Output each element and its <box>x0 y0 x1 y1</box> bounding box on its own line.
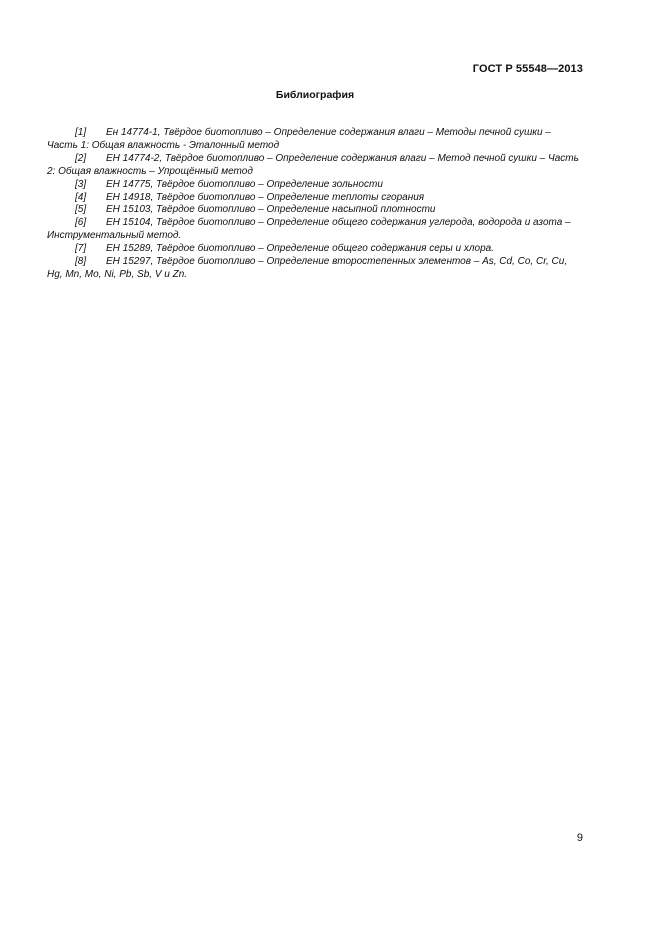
reference-text: ЕН 15289, Твёрдое биотопливо – Определение общего содержания серы и хлора. <box>106 243 494 255</box>
reference-text: ЕН 15104, Твёрдое биотопливо – Определение общего содержания углерода, водорода и азота – Инструментальный метод. <box>47 217 571 242</box>
bibliography-title: Библиография <box>275 89 355 101</box>
reference-text: ЕН 15103, Твёрдое биотопливо – Определение насыпной плотности <box>106 204 436 216</box>
reference-number: [4] <box>75 191 87 203</box>
bibliography-item <box>47 153 583 179</box>
bibliography-list <box>47 127 583 282</box>
reference-number: [1] <box>75 127 87 138</box>
bibliography-item <box>47 127 583 153</box>
reference-text: Ен 14774-1, Твёрдое биотопливо – Определение содержания влаги – Методы печной сушки – Часть 1: Общая влажность - Эталонный метод <box>47 127 551 151</box>
page-number: 9 <box>576 832 583 844</box>
bibliography-item <box>47 256 583 282</box>
reference-number: [3] <box>75 178 87 190</box>
bibliography-item <box>47 179 583 192</box>
reference-text: ЕН 14775, Твёрдое биотопливо – Определение зольности <box>106 178 383 190</box>
reference-text: ЕН 14918, Твёрдое биотопливо – Определение теплоты сгорания <box>106 191 425 203</box>
bibliography-item <box>47 243 583 256</box>
reference-number: [8] <box>75 256 87 268</box>
reference-text: ЕН 14774-2, Твёрдое биотопливо – Определение содержания влаги – Метод печной сушки – Часть 2: Общая влажность – Упрощённый метод <box>47 152 579 177</box>
reference-number: [2] <box>75 152 87 164</box>
reference-text: ЕН 15297, Твёрдое биотопливо – Определение второстепенных элементов – As, Cd, Co, Cr, Cu, Hg, Mn, Mo, Ni, Pb, Sb, V и Zn. <box>47 256 568 280</box>
reference-number: [6] <box>75 217 87 229</box>
bibliography-item <box>47 192 583 205</box>
bibliography-item <box>47 217 583 243</box>
reference-number: [5] <box>75 204 87 216</box>
document-code: ГОСТ Р 55548—2013 <box>472 63 583 75</box>
bibliography-item <box>47 204 583 217</box>
reference-number: [7] <box>75 243 87 255</box>
